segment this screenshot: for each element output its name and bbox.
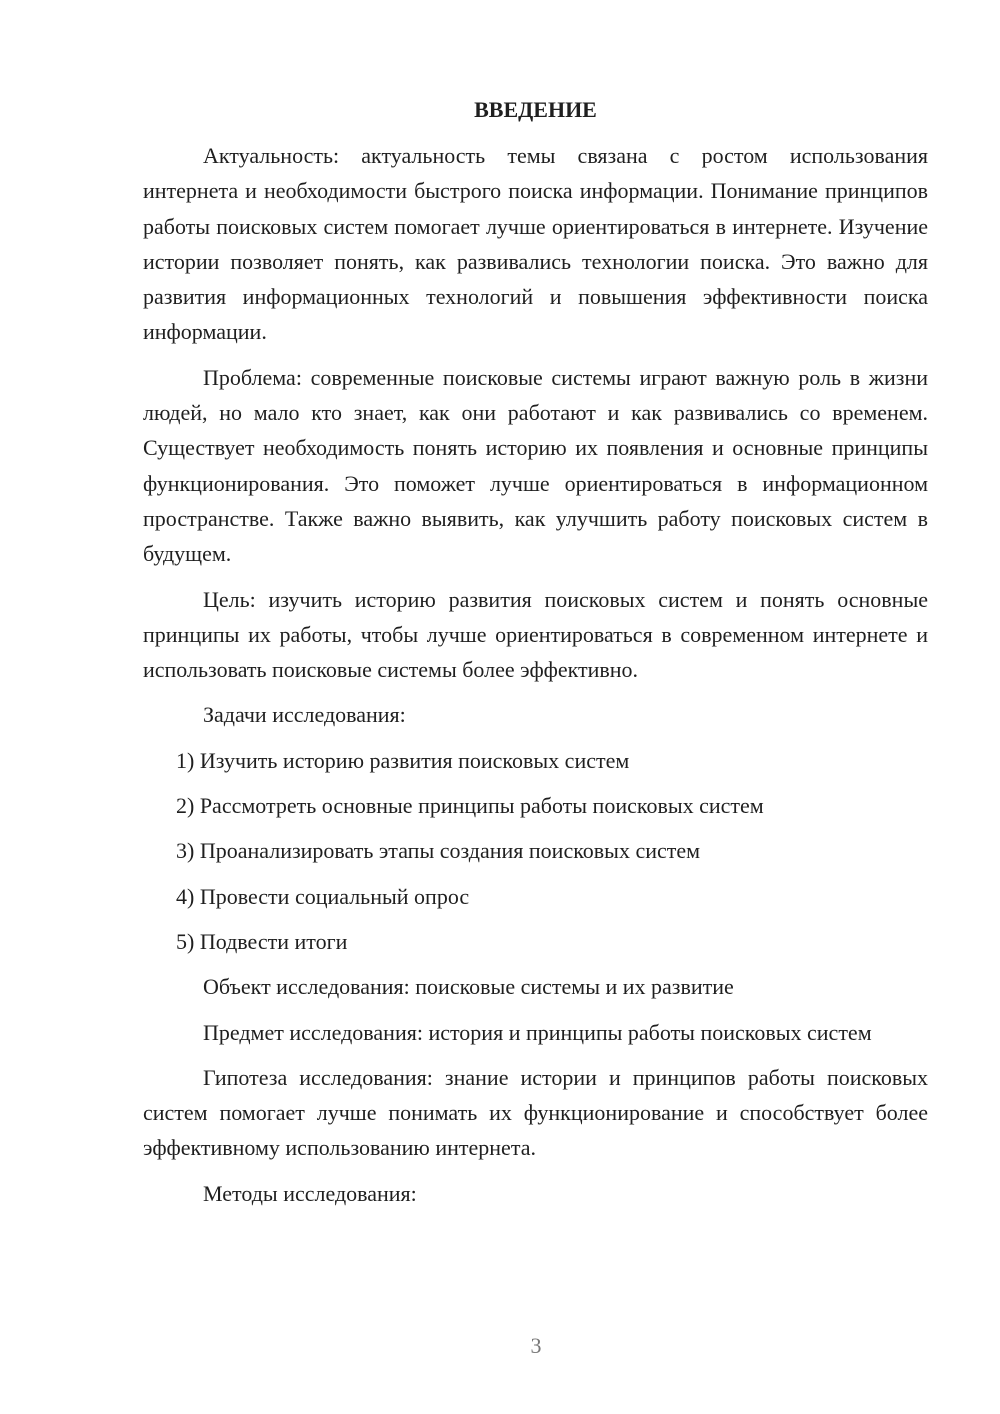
page-content bbox=[143, 95, 928, 1221]
relevance-paragraph: Актуальность: актуальность темы связана с ростом использования интернета и необходимости быстрого поиска информации. Понимание принципов работы поисковых систем помогает лучше ориентироваться в интернете. Изучение истории позволяет понять, как развивались технологии поиска. Это важно для развития информационных технологий и повышения эффективности поиска информации. bbox=[143, 143, 928, 345]
list-item: 2) Рассмотреть основные принципы работы поисковых систем bbox=[176, 793, 764, 819]
tasks-list bbox=[143, 743, 928, 959]
hypothesis-paragraph: Гипотеза исследования: знание истории и принципов работы поисковых систем помогает лучше понимать их функционирование и способствует более эффективному использованию интернета. bbox=[143, 1064, 928, 1161]
goal-paragraph: Цель: изучить историю развития поисковых систем и понять основные принципы их работы, чтобы лучше ориентироваться в современном интернете и использовать поисковые системы более эффективно. bbox=[143, 586, 928, 683]
methods-heading: Методы исследования: bbox=[203, 1180, 417, 1206]
page-title: ВВЕДЕНИЕ bbox=[474, 97, 597, 122]
list-item: 4) Провести социальный опрос bbox=[176, 883, 470, 909]
list-item: 5) Подвести итоги bbox=[176, 928, 348, 954]
subject-paragraph: Предмет исследования: история и принципы работы поисковых систем bbox=[203, 1019, 872, 1045]
object-paragraph: Объект исследования: поисковые системы и их развитие bbox=[203, 974, 734, 1000]
problem-paragraph: Проблема: современные поисковые системы играют важную роль в жизни людей, но мало кто знает, как они работают и как развивались со временем. Существует необходимость понять историю их появления и основные принципы функционирования. Это поможет лучше ориентироваться в информационном пространстве. Также важно выявить, как улучшить работу поисковых систем в будущем. bbox=[143, 364, 928, 567]
list-item: 3) Проанализировать этапы создания поисковых систем bbox=[176, 838, 701, 864]
list-item: 1) Изучить историю развития поисковых систем bbox=[176, 747, 630, 773]
tasks-heading: Задачи исследования: bbox=[203, 702, 406, 728]
page-number: 3 bbox=[530, 1333, 542, 1358]
